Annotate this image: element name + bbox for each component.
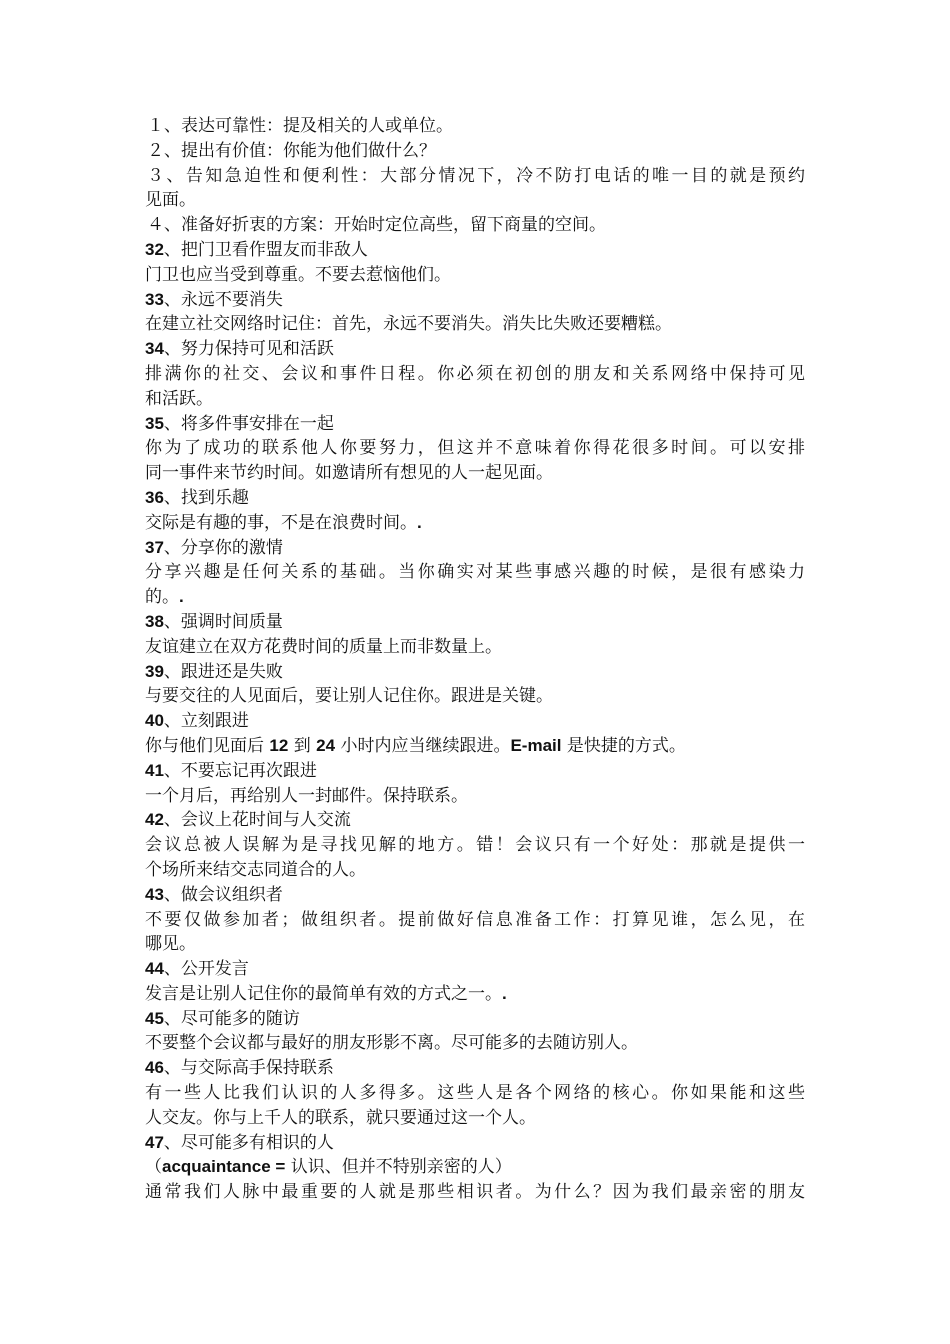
item-prefix: ２、 <box>147 140 181 161</box>
section-title: 、公开发言 <box>163 959 249 980</box>
section-number: 45 <box>145 1008 164 1028</box>
section-body <box>145 635 805 660</box>
section-body <box>145 982 805 1007</box>
section-title: 、将多件事安排在一起 <box>163 413 334 434</box>
body-text: 有一些人比我们认识的人多得多。这些人是各个网络的核心。你如果能和这些 <box>145 1083 805 1104</box>
section-heading <box>145 486 805 511</box>
section-number: 44 <box>145 959 164 979</box>
section-body <box>145 932 805 957</box>
section-heading <box>145 238 805 263</box>
paren-open: （ <box>145 1157 162 1178</box>
body-text: 分享兴趣是任何关系的基础。当你确实对某些事感兴趣的时候，是很有感染力 <box>145 562 805 583</box>
section-number: 32 <box>145 239 164 259</box>
section-heading <box>145 660 805 685</box>
section-heading <box>145 957 805 982</box>
trailing-period: . <box>502 983 507 1003</box>
section-body <box>145 312 805 337</box>
section-body <box>145 436 805 461</box>
body-text: 哪见。 <box>145 934 196 955</box>
body-text: 人交友。你与上千人的联系，就只要通过这一个人。 <box>145 1107 536 1128</box>
section-body <box>145 833 805 858</box>
section-heading <box>145 412 805 437</box>
document-page <box>145 114 805 1205</box>
section-number: 33 <box>145 289 164 309</box>
section-title: 、跟进还是失败 <box>163 661 283 682</box>
section-number: 43 <box>145 884 164 904</box>
item-text: 告知急迫性和便利性：大部分情况下，冷不防打电话的唯一目的就是预约 <box>185 165 806 186</box>
section-number: 34 <box>145 339 164 359</box>
body-text: 到 <box>293 735 311 756</box>
section-number: 42 <box>145 810 164 830</box>
item-text: 提出有价值：你能为他们做什么？ <box>181 140 436 161</box>
section-body <box>145 387 805 412</box>
body-text: 会议总被人误解为是寻找见解的地方。错！会议只有一个好处：那就是提供一 <box>145 835 805 856</box>
section-title: 、分享你的激情 <box>163 537 283 558</box>
section-heading <box>145 808 805 833</box>
body-text: 友谊建立在双方花费时间的质量上而非数量上。 <box>145 636 502 657</box>
section-title: 、立刻跟进 <box>163 711 249 732</box>
section-heading <box>145 288 805 313</box>
body-text: 发言是让别人记住你的最简单有效的方式之一。 <box>145 983 502 1004</box>
section-title: 、不要忘记再次跟进 <box>163 760 317 781</box>
item-prefix: ３、 <box>147 165 186 186</box>
intro-item-2 <box>145 139 805 164</box>
section-body <box>145 684 805 709</box>
section-heading <box>145 883 805 908</box>
body-text: 同一事件来节约时间。如邀请所有想见的人一起见面。 <box>145 463 553 484</box>
item-prefix: ４、 <box>147 215 181 236</box>
email-term: E-mail <box>510 735 562 755</box>
section-body <box>145 560 805 585</box>
section-body <box>145 858 805 883</box>
trailing-period: . <box>179 587 184 607</box>
section-title: 、尽可能多的随访 <box>163 1008 300 1029</box>
section-number: 40 <box>145 711 164 731</box>
intro-item-3 <box>145 164 805 189</box>
section-number: 41 <box>145 760 164 780</box>
body-text: 门卫也应当受到尊重。不要去惹恼他们。 <box>145 264 451 285</box>
body-text: 交际是有趣的事，不是在浪费时间。 <box>145 512 417 533</box>
section-body <box>145 784 805 809</box>
section-number: 36 <box>145 487 164 507</box>
body-text: 小时内应当继续跟进。 <box>340 735 511 756</box>
section-title: 、与交际高手保持联系 <box>163 1058 334 1079</box>
item-text: 见面。 <box>145 190 196 211</box>
body-text: 不要仅做参加者；做组织者。提前做好信息准备工作：打算见谁，怎么见，在 <box>145 909 805 930</box>
section-title: 、尽可能多有相识的人 <box>163 1132 334 1153</box>
section-number: 46 <box>145 1058 164 1078</box>
item-text: 准备好折衷的方案：开始时定位高些，留下商量的空间。 <box>181 215 606 236</box>
section-title: 、努力保持可见和活跃 <box>163 339 334 360</box>
section-body <box>145 734 805 759</box>
section-body <box>145 461 805 486</box>
body-text: 排满你的社交、会议和事件日程。你必须在初创的朋友和关系网络中保持可见 <box>145 363 805 384</box>
section-title: 、做会议组织者 <box>163 884 283 905</box>
hours-start: 12 <box>269 735 289 755</box>
section-heading <box>145 759 805 784</box>
body-text: 你为了成功的联系他人你要努力，但这并不意味着你得花很多时间。可以安排 <box>145 438 805 459</box>
intro-item-3-cont <box>145 188 805 213</box>
section-body <box>145 511 805 536</box>
section-title: 、会议上花时间与人交流 <box>163 810 351 831</box>
section-heading <box>145 1007 805 1032</box>
item-text: 表达可靠性：提及相关的人或单位。 <box>181 116 453 136</box>
section-heading <box>145 709 805 734</box>
section-heading <box>145 1056 805 1081</box>
body-text: 在建立社交网络时记住：首先，永远不要消失。消失比失败还要糟糕。 <box>145 314 672 335</box>
note-term: acquaintance = <box>162 1157 286 1177</box>
body-text: 个场所来结交志同道合的人。 <box>145 859 366 880</box>
body-text: 是快捷的方式。 <box>566 735 686 756</box>
section-number: 39 <box>145 661 164 681</box>
section-note <box>145 1155 805 1180</box>
section-heading <box>145 1131 805 1156</box>
section-title: 、把门卫看作盟友而非敌人 <box>163 239 368 260</box>
body-text: 的。 <box>145 587 179 608</box>
section-body <box>145 908 805 933</box>
body-text: 与要交往的人见面后，要让别人记住你。跟进是关键。 <box>145 686 553 707</box>
section-title: 、强调时间质量 <box>163 611 283 632</box>
section-number: 37 <box>145 537 164 557</box>
section-body <box>145 1081 805 1106</box>
section-heading <box>145 337 805 362</box>
section-body <box>145 263 805 288</box>
section-title: 、找到乐趣 <box>163 487 249 508</box>
hours-end: 24 <box>316 735 336 755</box>
section-number: 38 <box>145 611 164 631</box>
body-text: 通常我们人脉中最重要的人就是那些相识者。为什么？因为我们最亲密的朋友 <box>145 1182 805 1203</box>
section-number: 47 <box>145 1132 164 1152</box>
body-text: 不要整个会议都与最好的朋友形影不离。尽可能多的去随访别人。 <box>145 1033 638 1054</box>
section-body <box>145 1106 805 1131</box>
item-prefix: １、 <box>147 116 181 136</box>
body-text: 一个月后，再给别人一封邮件。保持联系。 <box>145 785 468 806</box>
section-heading <box>145 610 805 635</box>
section-number: 35 <box>145 413 164 433</box>
trailing-period: . <box>417 512 422 532</box>
note-text: 认识、但并不特别亲密的人） <box>285 1157 512 1178</box>
section-body <box>145 585 805 610</box>
section-body <box>145 1180 805 1205</box>
section-heading <box>145 536 805 561</box>
section-body <box>145 362 805 387</box>
section-title: 、永远不要消失 <box>163 289 283 310</box>
section-body <box>145 1031 805 1056</box>
body-text: 你与他们见面后 <box>145 735 264 756</box>
intro-item-4 <box>145 213 805 238</box>
intro-item-1 <box>145 114 805 139</box>
body-text: 和活跃。 <box>145 388 213 409</box>
